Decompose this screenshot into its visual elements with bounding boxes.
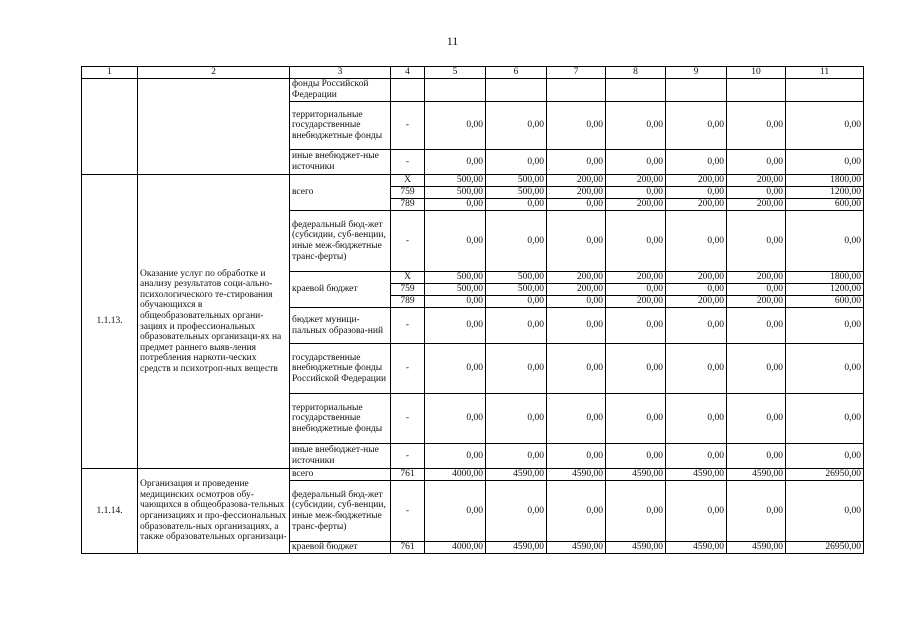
- value-cell: 500,00: [425, 175, 486, 187]
- value-cell: 0,00: [727, 394, 786, 444]
- value-cell: -: [391, 211, 425, 272]
- value-cell: 1200,00: [786, 187, 864, 199]
- value-cell: 200,00: [606, 175, 666, 187]
- value-cell: 0,00: [606, 344, 666, 394]
- value-cell: 500,00: [425, 272, 486, 284]
- source-cell: краевой бюджет: [290, 542, 391, 554]
- source-cell: фонды Российской Федерации: [290, 79, 391, 102]
- item-name: [138, 79, 290, 175]
- value-cell: 26950,00: [786, 469, 864, 481]
- column-header: 4: [391, 67, 425, 79]
- value-cell: 0,00: [486, 296, 547, 308]
- value-cell: 761: [391, 469, 425, 481]
- value-cell: 0,00: [606, 187, 666, 199]
- value-cell: 0,00: [727, 284, 786, 296]
- value-cell: 200,00: [666, 175, 727, 187]
- value-cell: 200,00: [547, 272, 606, 284]
- table-row: [82, 175, 864, 187]
- value-cell: 0,00: [425, 296, 486, 308]
- column-header: 9: [666, 67, 727, 79]
- value-cell: 4590,00: [486, 469, 547, 481]
- value-cell: 0,00: [425, 481, 486, 542]
- source-cell: государственные внебюджетные фонды Российской Федерации: [290, 344, 391, 394]
- value-cell: 0,00: [606, 102, 666, 150]
- value-cell: [786, 79, 864, 102]
- value-cell: 0,00: [486, 211, 547, 272]
- source-cell: территориальные государственные внебюджетные фонды: [290, 394, 391, 444]
- value-cell: -: [391, 150, 425, 175]
- value-cell: 4590,00: [547, 469, 606, 481]
- value-cell: 0,00: [786, 211, 864, 272]
- value-cell: 200,00: [666, 296, 727, 308]
- value-cell: 200,00: [727, 175, 786, 187]
- value-cell: 0,00: [786, 344, 864, 394]
- value-cell: 761: [391, 542, 425, 554]
- value-cell: 0,00: [425, 211, 486, 272]
- value-cell: 4590,00: [486, 542, 547, 554]
- value-cell: 0,00: [666, 481, 727, 542]
- value-cell: 200,00: [547, 284, 606, 296]
- value-cell: 1200,00: [786, 284, 864, 296]
- value-cell: 0,00: [606, 284, 666, 296]
- value-cell: 0,00: [666, 187, 727, 199]
- value-cell: -: [391, 308, 425, 344]
- value-cell: 200,00: [606, 296, 666, 308]
- value-cell: -: [391, 102, 425, 150]
- value-cell: 200,00: [666, 272, 727, 284]
- value-cell: 600,00: [786, 296, 864, 308]
- value-cell: -: [391, 394, 425, 444]
- value-cell: 0,00: [606, 150, 666, 175]
- value-cell: 0,00: [606, 444, 666, 469]
- column-header: 2: [138, 67, 290, 79]
- value-cell: X: [391, 272, 425, 284]
- value-cell: 4590,00: [606, 542, 666, 554]
- value-cell: 600,00: [786, 199, 864, 211]
- value-cell: 4590,00: [727, 469, 786, 481]
- value-cell: 200,00: [727, 296, 786, 308]
- source-cell: иные внебюджет-ные источники: [290, 444, 391, 469]
- value-cell: 0,00: [666, 394, 727, 444]
- source-cell: всего: [290, 175, 391, 211]
- value-cell: 500,00: [486, 175, 547, 187]
- column-header: 11: [786, 67, 864, 79]
- value-cell: 200,00: [606, 199, 666, 211]
- value-cell: -: [391, 344, 425, 394]
- value-cell: 200,00: [547, 187, 606, 199]
- value-cell: 500,00: [486, 272, 547, 284]
- value-cell: [666, 79, 727, 102]
- value-cell: 0,00: [425, 444, 486, 469]
- value-cell: [727, 79, 786, 102]
- value-cell: 4590,00: [606, 469, 666, 481]
- value-cell: 500,00: [425, 187, 486, 199]
- value-cell: 0,00: [547, 296, 606, 308]
- table-row: [82, 469, 864, 481]
- value-cell: 0,00: [727, 150, 786, 175]
- value-cell: 0,00: [727, 481, 786, 542]
- value-cell: 0,00: [547, 102, 606, 150]
- value-cell: 500,00: [486, 284, 547, 296]
- value-cell: 200,00: [547, 175, 606, 187]
- value-cell: 0,00: [547, 150, 606, 175]
- value-cell: 0,00: [425, 394, 486, 444]
- value-cell: 0,00: [547, 344, 606, 394]
- column-header: 10: [727, 67, 786, 79]
- value-cell: 0,00: [486, 150, 547, 175]
- value-cell: 1800,00: [786, 272, 864, 284]
- value-cell: 0,00: [425, 150, 486, 175]
- value-cell: 0,00: [666, 308, 727, 344]
- value-cell: 200,00: [606, 272, 666, 284]
- item-name: Организация и проведение медицинских осмотров обу-чающихся в общеобразова-тельных организациях и про-фессиональных образователь-ных организациях, а также образовательных организаци-: [138, 469, 290, 554]
- value-cell: 0,00: [786, 481, 864, 542]
- value-cell: 4000,00: [425, 542, 486, 554]
- value-cell: 789: [391, 199, 425, 211]
- value-cell: 26950,00: [786, 542, 864, 554]
- value-cell: 0,00: [727, 187, 786, 199]
- value-cell: 759: [391, 187, 425, 199]
- value-cell: 4590,00: [666, 542, 727, 554]
- value-cell: 0,00: [666, 284, 727, 296]
- value-cell: 0,00: [606, 394, 666, 444]
- value-cell: 500,00: [425, 284, 486, 296]
- item-number: 1.1.14.: [82, 469, 138, 554]
- value-cell: 0,00: [786, 444, 864, 469]
- value-cell: 0,00: [425, 308, 486, 344]
- value-cell: 0,00: [666, 344, 727, 394]
- source-cell: иные внебюджет-ные источники: [290, 150, 391, 175]
- value-cell: 4590,00: [727, 542, 786, 554]
- value-cell: 4000,00: [425, 469, 486, 481]
- value-cell: 0,00: [547, 308, 606, 344]
- value-cell: X: [391, 175, 425, 187]
- value-cell: 789: [391, 296, 425, 308]
- value-cell: [606, 79, 666, 102]
- budget-table: [81, 66, 864, 554]
- source-cell: краевой бюджет: [290, 272, 391, 308]
- value-cell: 0,00: [727, 444, 786, 469]
- value-cell: 0,00: [486, 102, 547, 150]
- value-cell: 0,00: [786, 394, 864, 444]
- value-cell: 0,00: [666, 150, 727, 175]
- value-cell: 0,00: [786, 102, 864, 150]
- value-cell: -: [391, 481, 425, 542]
- page-number: 11: [446, 34, 459, 48]
- column-header: 6: [486, 67, 547, 79]
- value-cell: [425, 79, 486, 102]
- value-cell: 0,00: [547, 481, 606, 542]
- value-cell: 0,00: [425, 199, 486, 211]
- value-cell: 0,00: [486, 344, 547, 394]
- value-cell: 0,00: [727, 344, 786, 394]
- source-cell: бюджет муници-пальных образова-ний: [290, 308, 391, 344]
- item-number: 1.1.13.: [82, 175, 138, 469]
- column-header: 8: [606, 67, 666, 79]
- value-cell: 0,00: [547, 199, 606, 211]
- source-cell: всего: [290, 469, 391, 481]
- value-cell: 0,00: [786, 308, 864, 344]
- value-cell: 0,00: [727, 102, 786, 150]
- table-row: [82, 67, 864, 79]
- value-cell: 0,00: [547, 444, 606, 469]
- value-cell: 0,00: [425, 102, 486, 150]
- value-cell: 200,00: [727, 199, 786, 211]
- value-cell: 0,00: [666, 444, 727, 469]
- column-header: 7: [547, 67, 606, 79]
- value-cell: [547, 79, 606, 102]
- value-cell: 0,00: [727, 308, 786, 344]
- value-cell: 0,00: [547, 211, 606, 272]
- value-cell: 4590,00: [666, 469, 727, 481]
- item-name: Оказание услуг по обработке и анализу результатов соци-ально-психологического те-стирования обучающихся в общеобразовательных органи-зациях и профессиональных образовательных организаци-ях на предмет раннего выяв-ления потребления наркоти-ческих средств и психотроп-ных веществ: [138, 175, 290, 469]
- value-cell: 0,00: [727, 211, 786, 272]
- value-cell: 0,00: [486, 394, 547, 444]
- value-cell: 0,00: [486, 199, 547, 211]
- source-cell: федеральный бюд-жет (субсидии, суб-венции, иные меж-бюджетные транс-ферты): [290, 481, 391, 542]
- table-row: [82, 79, 864, 102]
- value-cell: [486, 79, 547, 102]
- value-cell: 0,00: [666, 211, 727, 272]
- value-cell: 0,00: [606, 481, 666, 542]
- value-cell: 200,00: [727, 272, 786, 284]
- value-cell: 0,00: [786, 150, 864, 175]
- value-cell: 1800,00: [786, 175, 864, 187]
- value-cell: 0,00: [486, 481, 547, 542]
- value-cell: 0,00: [425, 344, 486, 394]
- value-cell: 0,00: [486, 308, 547, 344]
- value-cell: 0,00: [606, 308, 666, 344]
- value-cell: 759: [391, 284, 425, 296]
- source-cell: федеральный бюд-жет (субсидии, суб-венции, иные меж-бюджетные транс-ферты): [290, 211, 391, 272]
- value-cell: 200,00: [666, 199, 727, 211]
- value-cell: 0,00: [666, 102, 727, 150]
- value-cell: [391, 79, 425, 102]
- item-number: [82, 79, 138, 175]
- value-cell: -: [391, 444, 425, 469]
- value-cell: 0,00: [547, 394, 606, 444]
- value-cell: 0,00: [486, 444, 547, 469]
- column-header: 3: [290, 67, 391, 79]
- value-cell: 4590,00: [547, 542, 606, 554]
- value-cell: 0,00: [606, 211, 666, 272]
- column-header: 5: [425, 67, 486, 79]
- value-cell: 500,00: [486, 187, 547, 199]
- column-header: 1: [82, 67, 138, 79]
- source-cell: территориальные государственные внебюджетные фонды: [290, 102, 391, 150]
